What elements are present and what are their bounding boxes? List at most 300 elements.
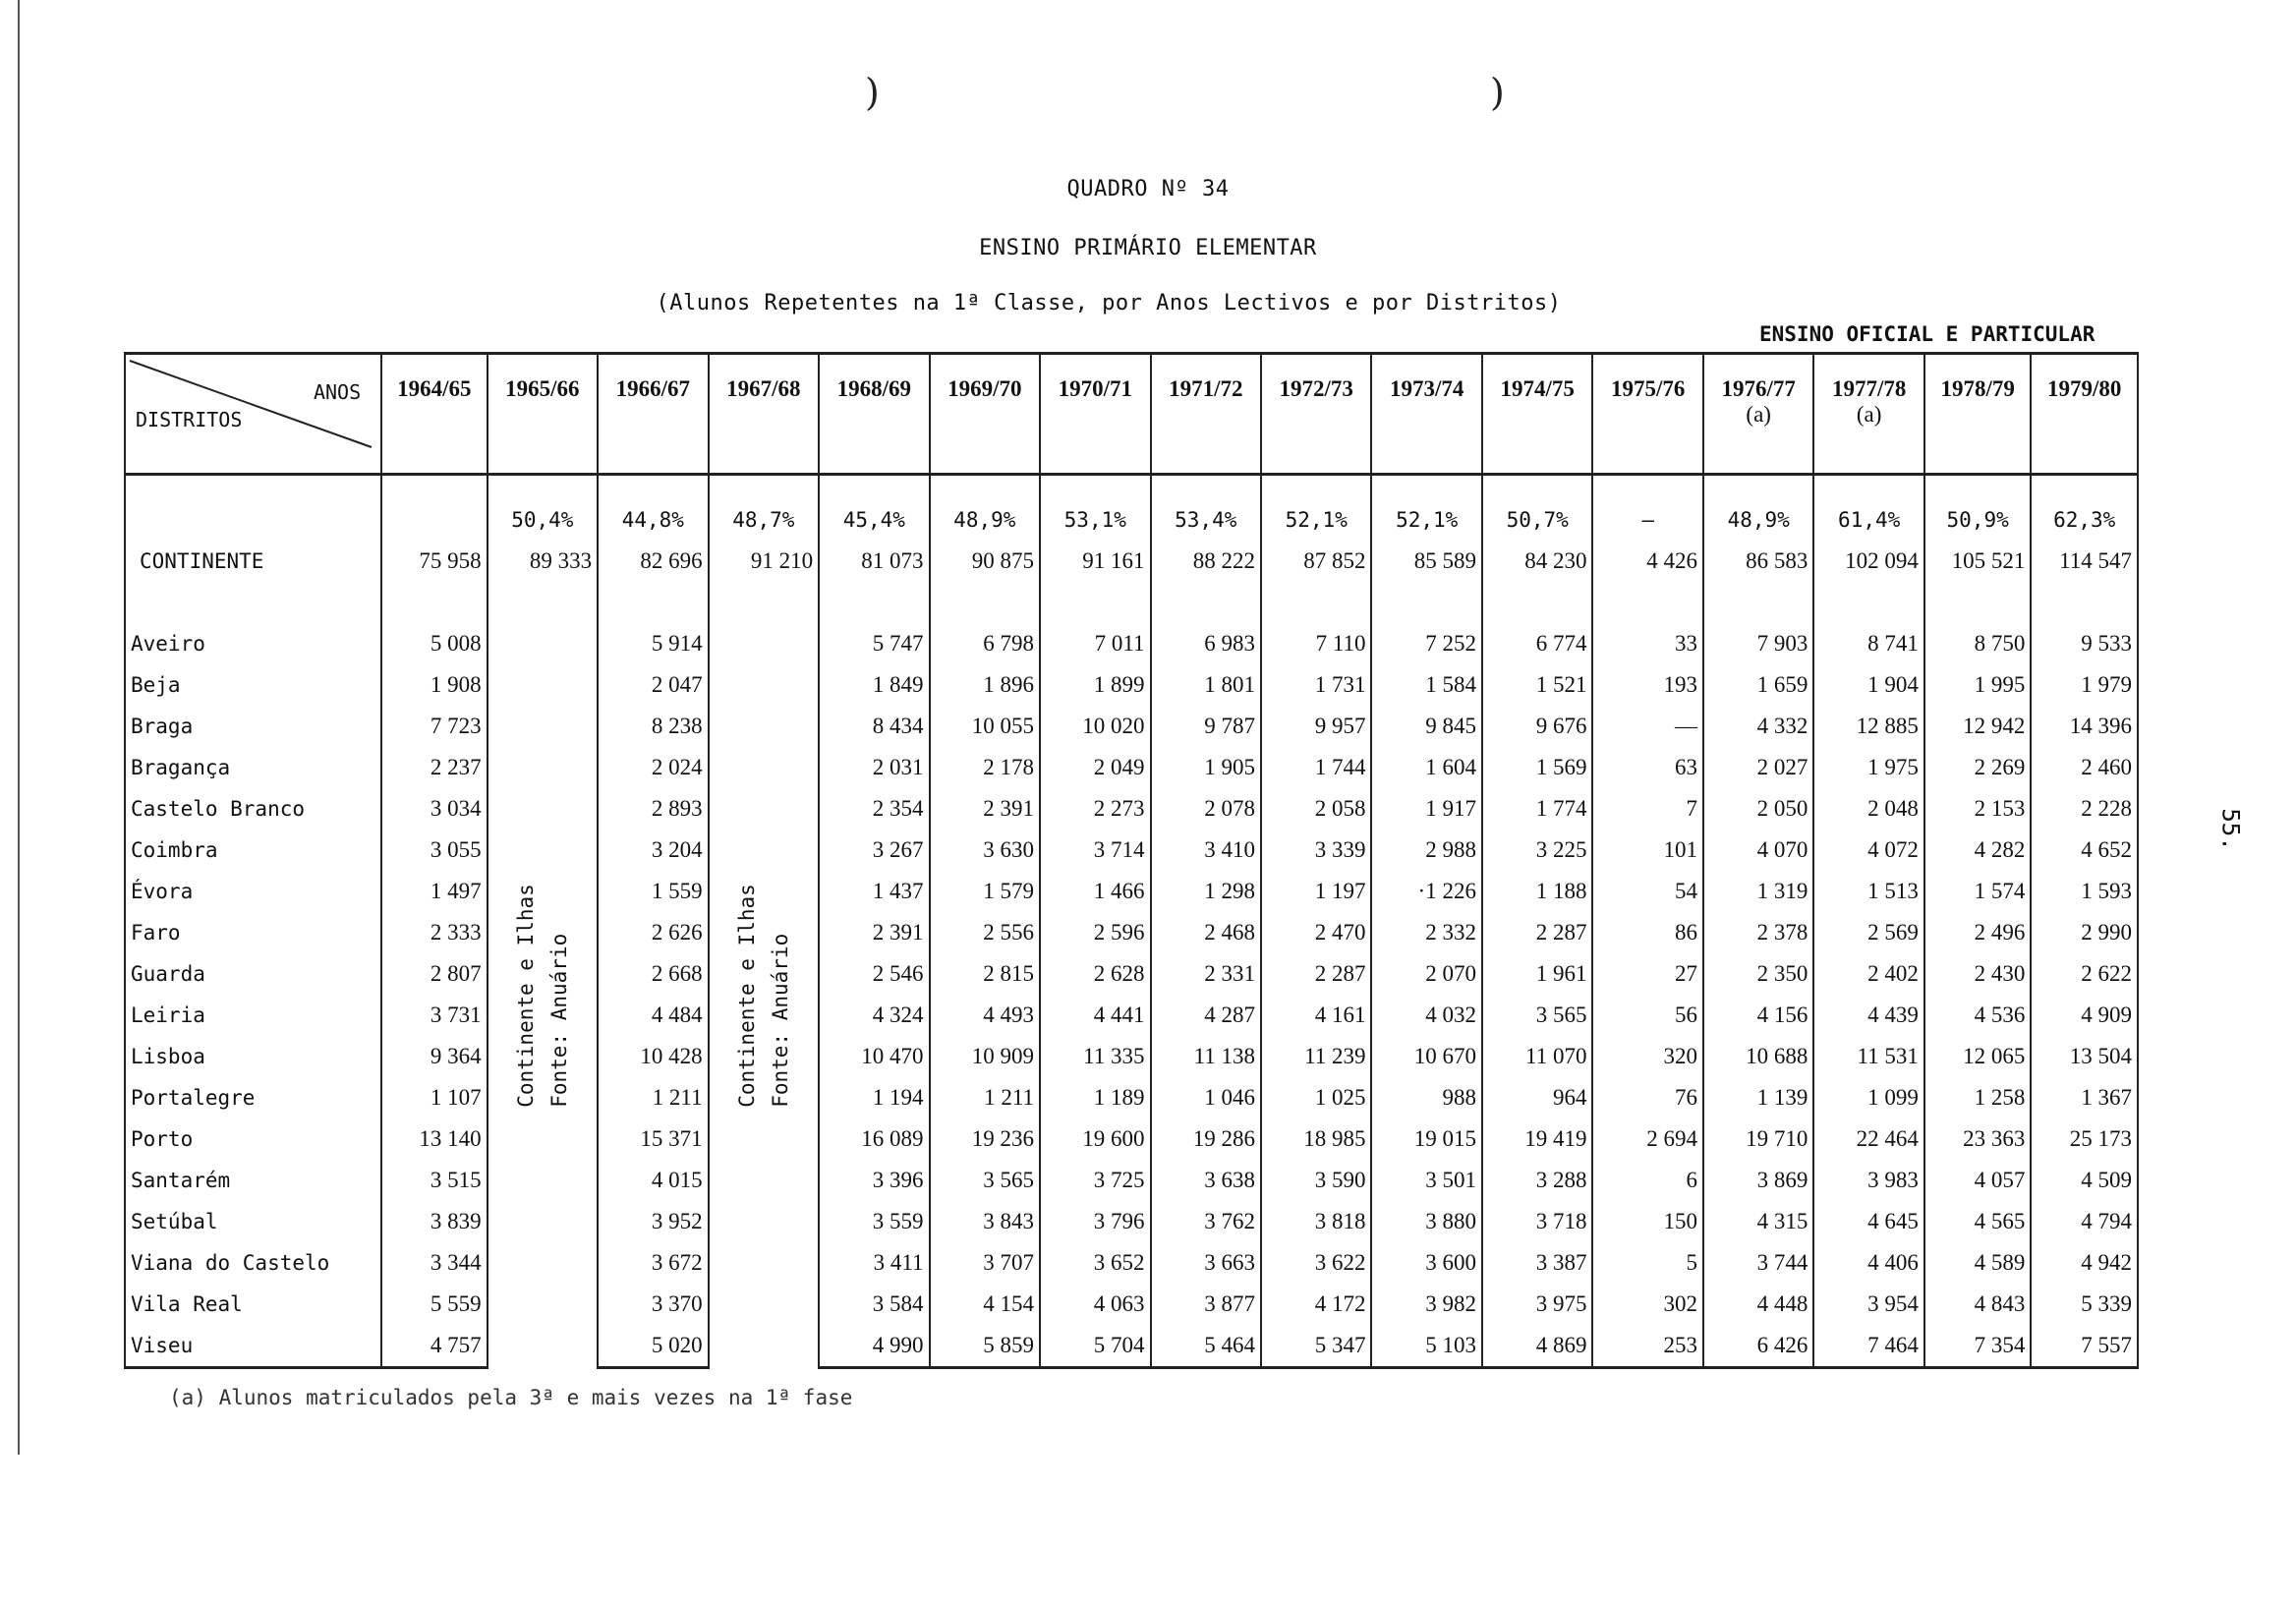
table-cell: 2 050 — [1703, 788, 1813, 830]
table-cell: 15 371 — [598, 1118, 708, 1160]
table-cell: 9 676 — [1482, 706, 1592, 747]
district-name: Porto — [125, 1118, 381, 1160]
table-cell: 1 849 — [819, 664, 929, 706]
table-cell: 4 315 — [1703, 1201, 1813, 1242]
table-cell: 5 339 — [2031, 1284, 2138, 1325]
table-cell: 3 411 — [819, 1242, 929, 1284]
table-cell: 1 188 — [1482, 871, 1592, 912]
continente-value: 75 958 — [381, 541, 487, 582]
table-cell: 2 815 — [930, 953, 1040, 995]
table-cell: 2 049 — [1040, 747, 1150, 788]
table-cell: 18 985 — [1261, 1118, 1371, 1160]
table-cell: 7 723 — [381, 706, 487, 747]
scope-label: ENSINO OFICIAL E PARTICULAR — [1759, 322, 2095, 346]
continente-value: 90 875 — [930, 541, 1040, 582]
table-cell: 1 908 — [381, 664, 487, 706]
district-name: Aveiro — [125, 623, 381, 664]
table-cell: 2 273 — [1040, 788, 1150, 830]
table-cell: 1 189 — [1040, 1077, 1150, 1118]
table-cell: 320 — [1592, 1036, 1702, 1077]
table-subtitle: ENSINO PRIMÁRIO ELEMENTAR — [979, 236, 1317, 260]
table-cell: 3 672 — [598, 1242, 708, 1284]
table-row — [125, 788, 2138, 830]
footnote: (a) Alunos matriculados pela 3ª e mais vezes na 1ª fase — [169, 1386, 853, 1409]
table-cell: 3 877 — [1151, 1284, 1261, 1325]
table-cell: 2 988 — [1371, 830, 1481, 871]
table-cell: 1 025 — [1261, 1077, 1371, 1118]
table-cell: 5 008 — [381, 623, 487, 664]
table-cell: 1 579 — [930, 871, 1040, 912]
district-name: Bragança — [125, 747, 381, 788]
year-header — [709, 354, 819, 475]
table-cell: 1 744 — [1261, 747, 1371, 788]
table-row — [125, 912, 2138, 953]
table-cell: 27 — [1592, 953, 1702, 995]
year-label: 1979/80 — [2046, 376, 2122, 401]
year-label: 1964/65 — [397, 376, 472, 401]
table-cell: 3 663 — [1151, 1242, 1261, 1284]
table-cell: 3 796 — [1040, 1201, 1150, 1242]
table-cell: 2 807 — [381, 953, 487, 995]
table-cell: 1 367 — [2031, 1077, 2138, 1118]
table-cell: 2 391 — [930, 788, 1040, 830]
table-cell: 4 015 — [598, 1160, 708, 1201]
vertical-note-line: Fonte: Anuário — [768, 933, 792, 1108]
table-cell: 7 110 — [1261, 623, 1371, 664]
year-header — [1924, 354, 2031, 475]
vertical-note-line: Continente e Ilhas — [513, 883, 538, 1108]
spacer-cell — [488, 582, 598, 623]
table-cell: 3 707 — [930, 1242, 1040, 1284]
table-cell: 1 995 — [1924, 664, 2031, 706]
table-cell: 1 046 — [1151, 1077, 1261, 1118]
table-cell: 4 484 — [598, 995, 708, 1036]
table-cell: 5 347 — [1261, 1325, 1371, 1368]
table-cell: 1 513 — [1813, 871, 1923, 912]
year-header — [2031, 354, 2138, 475]
table-cell: 2 153 — [1924, 788, 2031, 830]
table-cell: 3 839 — [381, 1201, 487, 1242]
continente-value: 91 210 — [709, 541, 819, 582]
continente-value: 81 073 — [819, 541, 929, 582]
table-cell: 3 387 — [1482, 1242, 1592, 1284]
table-cell: 8 741 — [1813, 623, 1923, 664]
table-cell: 10 688 — [1703, 1036, 1813, 1077]
district-name: Vila Real — [125, 1284, 381, 1325]
table-cell: 3 718 — [1482, 1201, 1592, 1242]
district-name: Leiria — [125, 995, 381, 1036]
spacer-cell — [1371, 582, 1481, 623]
vertical-source-note — [509, 884, 576, 1108]
table-cell: 4 156 — [1703, 995, 1813, 1036]
table-cell: 1 961 — [1482, 953, 1592, 995]
table-cell: 33 — [1592, 623, 1702, 664]
table-cell: 2 596 — [1040, 912, 1150, 953]
table-cell: 3 267 — [819, 830, 929, 871]
table-cell: ·1 226 — [1371, 871, 1481, 912]
percentage-cell: 53,1% — [1040, 475, 1150, 542]
table-cell: 1 593 — [2031, 871, 2138, 912]
table-cell: 3 055 — [381, 830, 487, 871]
table-cell: 1 731 — [1261, 664, 1371, 706]
table-cell: 9 787 — [1151, 706, 1261, 747]
table-cell: 3 731 — [381, 995, 487, 1036]
table-cell: 1 466 — [1040, 871, 1150, 912]
year-label: 1965/66 — [505, 376, 580, 401]
district-name: Viana do Castelo — [125, 1242, 381, 1284]
table-cell: 56 — [1592, 995, 1702, 1036]
table-cell: 2 078 — [1151, 788, 1261, 830]
table-cell: 2 628 — [1040, 953, 1150, 995]
page-number: 55. — [2216, 808, 2245, 851]
table-cell: 4 172 — [1261, 1284, 1371, 1325]
table-cell: — — [1592, 706, 1702, 747]
table-cell: 2 556 — [930, 912, 1040, 953]
continente-value: 88 222 — [1151, 541, 1261, 582]
source-note-1966 — [488, 623, 598, 1368]
data-table — [124, 352, 2139, 1369]
table-cell: 2 333 — [381, 912, 487, 953]
table-cell: 19 286 — [1151, 1118, 1261, 1160]
table-cell: 3 396 — [819, 1160, 929, 1201]
table-row — [125, 664, 2138, 706]
continente-value: 102 094 — [1813, 541, 1923, 582]
spacer-cell — [1924, 582, 2031, 623]
table-cell: 3 880 — [1371, 1201, 1481, 1242]
table-cell: 1 437 — [819, 871, 929, 912]
table-cell: 3 288 — [1482, 1160, 1592, 1201]
spacer-cell — [819, 582, 929, 623]
spacer-cell — [1703, 582, 1813, 623]
table-cell: 8 238 — [598, 706, 708, 747]
year-header — [1703, 354, 1813, 475]
table-cell: 2 027 — [1703, 747, 1813, 788]
table-cell: 3 725 — [1040, 1160, 1150, 1201]
table-cell: 4 441 — [1040, 995, 1150, 1036]
table-cell: 1 979 — [2031, 664, 2138, 706]
table-cell: 1 899 — [1040, 664, 1150, 706]
table-cell: 3 952 — [598, 1201, 708, 1242]
table-cell: 9 845 — [1371, 706, 1481, 747]
table-cell: 4 332 — [1703, 706, 1813, 747]
table-cell: 5 103 — [1371, 1325, 1481, 1368]
district-name: Santarém — [125, 1160, 381, 1201]
table-cell: 3 869 — [1703, 1160, 1813, 1201]
year-header — [1261, 354, 1371, 475]
table-cell: 1 801 — [1151, 664, 1261, 706]
percentage-cell: 61,4% — [1813, 475, 1923, 542]
table-cell: 1 521 — [1482, 664, 1592, 706]
table-cell: 964 — [1482, 1077, 1592, 1118]
table-cell: 1 604 — [1371, 747, 1481, 788]
continente-value: 91 161 — [1040, 541, 1150, 582]
district-name: Évora — [125, 871, 381, 912]
table-cell: 10 428 — [598, 1036, 708, 1077]
year-header — [930, 354, 1040, 475]
table-row — [125, 623, 2138, 664]
table-cell: 3 762 — [1151, 1201, 1261, 1242]
table-cell: 2 031 — [819, 747, 929, 788]
table-cell: 86 — [1592, 912, 1702, 953]
table-cell: 12 065 — [1924, 1036, 2031, 1077]
table-cell: 5 020 — [598, 1325, 708, 1368]
table-cell: 9 957 — [1261, 706, 1371, 747]
corner-cell — [125, 354, 381, 475]
percentage-cell: 53,4% — [1151, 475, 1261, 542]
percentage-cell: — — [1592, 475, 1702, 542]
table-row — [125, 1325, 2138, 1368]
table-cell: 4 757 — [381, 1325, 487, 1368]
percentage-label-cell — [125, 475, 381, 542]
vertical-note-line: Continente e Ilhas — [734, 883, 759, 1108]
table-cell: 76 — [1592, 1077, 1702, 1118]
continente-value: 4 426 — [1592, 541, 1702, 582]
district-name: Lisboa — [125, 1036, 381, 1077]
table-row — [125, 830, 2138, 871]
table-cell: 2 058 — [1261, 788, 1371, 830]
continente-value: 87 852 — [1261, 541, 1371, 582]
table-cell: 150 — [1592, 1201, 1702, 1242]
table-cell: 19 419 — [1482, 1118, 1592, 1160]
table-cell: 2 047 — [598, 664, 708, 706]
year-header — [1482, 354, 1592, 475]
percentage-cell: 52,1% — [1261, 475, 1371, 542]
table-cell: 4 448 — [1703, 1284, 1813, 1325]
district-name: Coimbra — [125, 830, 381, 871]
table-row — [125, 1036, 2138, 1077]
table-title: QUADRO Nº 34 — [1066, 177, 1230, 201]
table-cell: 1 319 — [1703, 871, 1813, 912]
table-cell: 4 439 — [1813, 995, 1923, 1036]
year-note: (a) — [1856, 402, 1882, 427]
year-header — [1813, 354, 1923, 475]
year-header — [598, 354, 708, 475]
table-cell: 4 324 — [819, 995, 929, 1036]
table-cell: 19 015 — [1371, 1118, 1481, 1160]
percentage-cell: 62,3% — [2031, 475, 2138, 542]
table-cell: 1 298 — [1151, 871, 1261, 912]
table-cell: 6 798 — [930, 623, 1040, 664]
table-cell: 9 533 — [2031, 623, 2138, 664]
table-cell: 19 236 — [930, 1118, 1040, 1160]
table-cell: 3 638 — [1151, 1160, 1261, 1201]
spacer-row — [125, 582, 2138, 623]
district-name: Portalegre — [125, 1077, 381, 1118]
table-cell: 10 470 — [819, 1036, 929, 1077]
table-cell: 4 509 — [2031, 1160, 2138, 1201]
table-cell: 2 470 — [1261, 912, 1371, 953]
table-cell: 2 893 — [598, 788, 708, 830]
table-cell: 3 652 — [1040, 1242, 1150, 1284]
table-cell: 1 194 — [819, 1077, 929, 1118]
table-cell: 3 515 — [381, 1160, 487, 1201]
table-cell: 302 — [1592, 1284, 1702, 1325]
header-row — [125, 354, 2138, 475]
table-cell: 3 600 — [1371, 1242, 1481, 1284]
table-cell: 3 818 — [1261, 1201, 1371, 1242]
year-label: 1977/78 — [1831, 376, 1907, 401]
year-label: 1972/73 — [1279, 376, 1353, 401]
table-cell: 4 990 — [819, 1325, 929, 1368]
table-cell: 3 954 — [1813, 1284, 1923, 1325]
percentage-cell: 45,4% — [819, 475, 929, 542]
table-cell: 2 668 — [598, 953, 708, 995]
percentage-cell: 48,7% — [709, 475, 819, 542]
table-cell: 1 659 — [1703, 664, 1813, 706]
spacer-cell — [125, 582, 381, 623]
table-cell: 7 — [1592, 788, 1702, 830]
table-cell: 1 584 — [1371, 664, 1481, 706]
table-cell: 10 020 — [1040, 706, 1150, 747]
table-cell: 9 364 — [381, 1036, 487, 1077]
table-cell: 3 370 — [598, 1284, 708, 1325]
table-cell: 16 089 — [819, 1118, 929, 1160]
table-cell: 2 048 — [1813, 788, 1923, 830]
year-header — [819, 354, 929, 475]
source-note-1968 — [709, 623, 819, 1368]
table-cell: 1 569 — [1482, 747, 1592, 788]
year-note: (a) — [1746, 402, 1771, 427]
table-cell: 3 034 — [381, 788, 487, 830]
continente-value: 85 589 — [1371, 541, 1481, 582]
vertical-note-line: Fonte: Anuário — [546, 933, 571, 1108]
table-cell: 3 339 — [1261, 830, 1371, 871]
table-cell: 8 750 — [1924, 623, 2031, 664]
table-cell: 6 426 — [1703, 1325, 1813, 1368]
table-cell: 2 228 — [2031, 788, 2138, 830]
table-cell: 12 942 — [1924, 706, 2031, 747]
continente-value: 86 583 — [1703, 541, 1813, 582]
spacer-cell — [1813, 582, 1923, 623]
table-cell: 1 197 — [1261, 871, 1371, 912]
table-row — [125, 706, 2138, 747]
table-cell: 4 652 — [2031, 830, 2138, 871]
table-cell: 3 559 — [819, 1201, 929, 1242]
table-cell: 7 903 — [1703, 623, 1813, 664]
table-cell: 11 531 — [1813, 1036, 1923, 1077]
table-cell: 1 774 — [1482, 788, 1592, 830]
table-cell: 5 — [1592, 1242, 1702, 1284]
table-description: (Alunos Repetentes na 1ª Classe, por Anos Lectivos e por Distritos) — [656, 291, 1562, 315]
percentage-cell: 48,9% — [930, 475, 1040, 542]
percentage-cell: 50,9% — [1924, 475, 2031, 542]
table-cell: 63 — [1592, 747, 1702, 788]
table-cell: 253 — [1592, 1325, 1702, 1368]
table-cell: 14 396 — [2031, 706, 2138, 747]
table-cell: 3 983 — [1813, 1160, 1923, 1201]
scan-edge-line — [18, 0, 20, 1455]
year-header — [1592, 354, 1702, 475]
table-row — [125, 1284, 2138, 1325]
table-cell: 5 464 — [1151, 1325, 1261, 1368]
spacer-cell — [1592, 582, 1702, 623]
table-cell: 1 258 — [1924, 1077, 2031, 1118]
table-cell: 5 559 — [381, 1284, 487, 1325]
table-cell: 4 070 — [1703, 830, 1813, 871]
table-cell: 2 287 — [1482, 912, 1592, 953]
district-name: Guarda — [125, 953, 381, 995]
table-cell: 3 501 — [1371, 1160, 1481, 1201]
year-label: 1968/69 — [836, 376, 911, 401]
table-row — [125, 1242, 2138, 1284]
table-cell: 4 942 — [2031, 1242, 2138, 1284]
table-cell: 1 107 — [381, 1077, 487, 1118]
table-cell: 4 843 — [1924, 1284, 2031, 1325]
table-cell: 3 204 — [598, 830, 708, 871]
table-cell: 2 626 — [598, 912, 708, 953]
district-name: Setúbal — [125, 1201, 381, 1242]
table-cell: 2 354 — [819, 788, 929, 830]
table-cell: 3 630 — [930, 830, 1040, 871]
table-cell: 19 710 — [1703, 1118, 1813, 1160]
table-cell: 4 493 — [930, 995, 1040, 1036]
year-label: 1971/72 — [1169, 376, 1243, 401]
table-cell: 2 269 — [1924, 747, 2031, 788]
table-cell: 4 154 — [930, 1284, 1040, 1325]
table-cell: 4 063 — [1040, 1284, 1150, 1325]
percentage-cell: 48,9% — [1703, 475, 1813, 542]
year-label: 1976/77 — [1721, 376, 1796, 401]
margin-mark-right: ) — [1490, 71, 1505, 114]
table-cell: 22 464 — [1813, 1118, 1923, 1160]
table-cell: 3 744 — [1703, 1242, 1813, 1284]
table-cell: 1 497 — [381, 871, 487, 912]
table-cell: 2 460 — [2031, 747, 2138, 788]
district-name: Braga — [125, 706, 381, 747]
table-cell: 6 983 — [1151, 623, 1261, 664]
table-cell: 2 378 — [1703, 912, 1813, 953]
table-cell: 988 — [1371, 1077, 1481, 1118]
spacer-cell — [2031, 582, 2138, 623]
margin-mark-left: ) — [865, 71, 880, 114]
table-cell: 2 331 — [1151, 953, 1261, 995]
year-header — [1371, 354, 1481, 475]
table-row — [125, 995, 2138, 1036]
table-cell: 1 574 — [1924, 871, 2031, 912]
table-cell: 3 982 — [1371, 1284, 1481, 1325]
table-cell: 3 975 — [1482, 1284, 1592, 1325]
table-cell: 6 774 — [1482, 623, 1592, 664]
spacer-cell — [1151, 582, 1261, 623]
table-cell: 11 138 — [1151, 1036, 1261, 1077]
table-cell: 10 055 — [930, 706, 1040, 747]
table-cell: 5 747 — [819, 623, 929, 664]
spacer-cell — [1482, 582, 1592, 623]
table-cell: 4 072 — [1813, 830, 1923, 871]
table-cell: 2 622 — [2031, 953, 2138, 995]
table-cell: 4 794 — [2031, 1201, 2138, 1242]
continente-value: 105 521 — [1924, 541, 2031, 582]
district-name: Castelo Branco — [125, 788, 381, 830]
spacer-cell — [1040, 582, 1150, 623]
table-cell: 7 354 — [1924, 1325, 2031, 1368]
table-cell: 54 — [1592, 871, 1702, 912]
spacer-cell — [709, 582, 819, 623]
table-cell: 11 070 — [1482, 1036, 1592, 1077]
table-cell: 2 694 — [1592, 1118, 1702, 1160]
table-cell: 3 565 — [1482, 995, 1592, 1036]
table-cell: 2 402 — [1813, 953, 1923, 995]
year-label: 1975/76 — [1611, 376, 1686, 401]
spacer-cell — [930, 582, 1040, 623]
vertical-source-note — [730, 884, 797, 1108]
table-cell: 25 173 — [2031, 1118, 2138, 1160]
table-cell: 2 990 — [2031, 912, 2138, 953]
table-cell: 5 704 — [1040, 1325, 1150, 1368]
table-cell: 4 057 — [1924, 1160, 2031, 1201]
table-cell: 13 504 — [2031, 1036, 2138, 1077]
table-cell: 4 645 — [1813, 1201, 1923, 1242]
